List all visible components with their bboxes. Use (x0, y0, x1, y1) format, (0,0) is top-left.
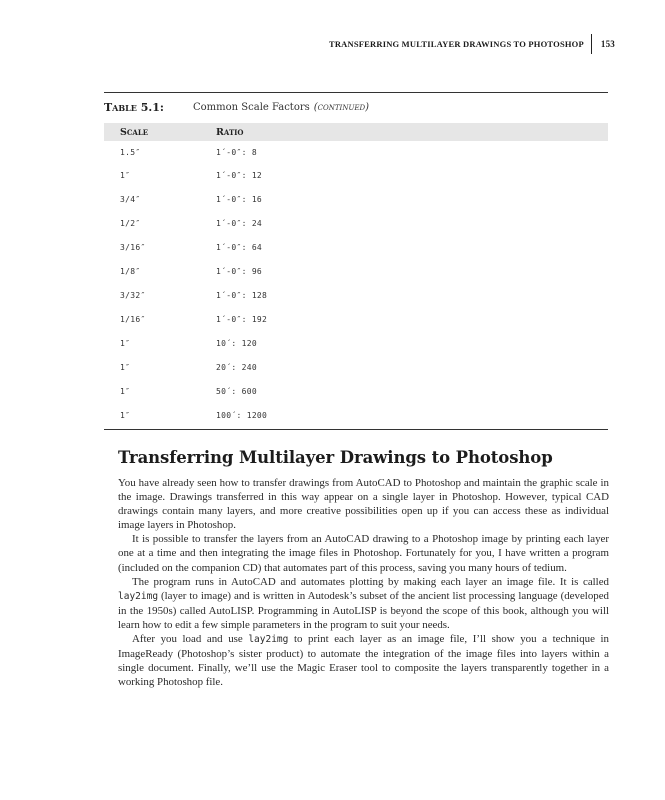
table-title (193, 102, 369, 113)
paragraph-3-part-b: (layer to image) and is written in Autodesk’s subset of the ancient list processing language (developed in the 1950s) called AutoLISP. Programming in AutoLISP is beyond the scope of this book, although you will learn how to edit a few simple parameters in the program to suit your needs. (118, 589, 609, 631)
header-scale: Scale (120, 126, 149, 138)
paragraph-4-part-a: After you load and use (132, 633, 249, 646)
section-heading: Transferring Multilayer Drawings to Photoshop (118, 448, 553, 467)
ratio-cell: 1´-0″: 12 (216, 170, 263, 180)
ratio-cell: 1´-0″: 24 (216, 218, 263, 228)
table-row (104, 259, 608, 283)
table-row (104, 163, 608, 187)
table-continued: (continued) (313, 101, 369, 113)
ratio-cell: 1´-0″: 96 (216, 266, 263, 276)
table-row (104, 379, 608, 403)
ratio-cell: 100´: 1200 (216, 410, 268, 420)
ratio-cell: 1´-0″: 16 (216, 194, 263, 204)
paragraph-4-part-b: to print each layer as an image file, I’ll show you a technique in ImageReady (Photoshop’s sister product) to automate the integration of the image files into layers within a single document. Finally, we’ll use the Magic Eraser tool to composite the layers transparently together in a working Photoshop file. (118, 633, 609, 689)
ratio-cell: 1´-0″: 128 (216, 290, 268, 300)
table-header-row (104, 123, 608, 141)
scale-cell: 1″ (120, 410, 131, 420)
table-label: Table 5.1: (104, 100, 164, 114)
section-transferring-multilayer (118, 448, 609, 689)
table-row (104, 141, 608, 163)
ratio-cell: 1´-0″: 192 (216, 314, 268, 324)
ratio-cell: 10´: 120 (216, 338, 257, 348)
scale-cell: 1″ (120, 362, 131, 372)
table-bottom-rule (104, 429, 608, 430)
running-head-title: TRANSFERRING MULTILAYER DRAWINGS TO PHOTOSHOP (329, 34, 592, 54)
scale-cell: 1″ (120, 170, 131, 180)
table-row (104, 235, 608, 259)
scale-cell: 1/16″ (120, 314, 146, 324)
paragraph-3-part-a: The program runs in AutoCAD and automates plotting by making each layer an image file. It is called (132, 575, 609, 588)
scale-cell: 1″ (120, 338, 131, 348)
running-head (329, 34, 615, 54)
table-row (104, 307, 608, 331)
paragraph-2: It is possible to transfer the layers from an AutoCAD drawing to a Photoshop image by printing each layer one at a time and then integrating the image files in Photoshop. Fortunately for you, I have written a program (included on the companion CD) that automates part of this process, saving you many hours of tedium. (118, 533, 609, 574)
table-row (104, 211, 608, 235)
paragraph-4 (118, 632, 609, 689)
paragraph-3 (118, 575, 609, 632)
scale-cell: 1.5″ (120, 147, 141, 157)
lay2img-code: lay2img (118, 590, 159, 602)
scale-factors-table (104, 92, 608, 430)
lay2img-code: lay2img (248, 634, 289, 646)
ratio-cell: 1´-0″: 64 (216, 242, 263, 252)
table-title-text: Common Scale Factors (193, 101, 310, 113)
table-row (104, 187, 608, 211)
table-row (104, 355, 608, 379)
scale-cell: 1/2″ (120, 218, 141, 228)
ratio-cell: 1´-0″: 8 (216, 147, 257, 157)
header-ratio: Ratio (216, 126, 244, 138)
table-row (104, 283, 608, 307)
ratio-cell: 50´: 600 (216, 386, 257, 396)
ratio-cell: 20´: 240 (216, 362, 257, 372)
scale-cell: 3/4″ (120, 194, 141, 204)
table-caption (104, 93, 608, 121)
table-body (104, 141, 608, 427)
page-number: 153 (600, 39, 615, 49)
scale-cell: 3/32″ (120, 290, 146, 300)
scale-cell: 1″ (120, 386, 131, 396)
scale-cell: 1/8″ (120, 266, 141, 276)
scale-cell: 3/16″ (120, 242, 146, 252)
table-row (104, 403, 608, 427)
table-row (104, 331, 608, 355)
paragraph-1: You have already seen how to transfer drawings from AutoCAD to Photoshop and maintain the graphic scale in the image. Drawings transferred in this way appear on a single layer in Photoshop. However, typical CAD drawings contain many layers, and more creative possibilities open up if you can access these as individual image layers in Photoshop. (118, 477, 609, 532)
